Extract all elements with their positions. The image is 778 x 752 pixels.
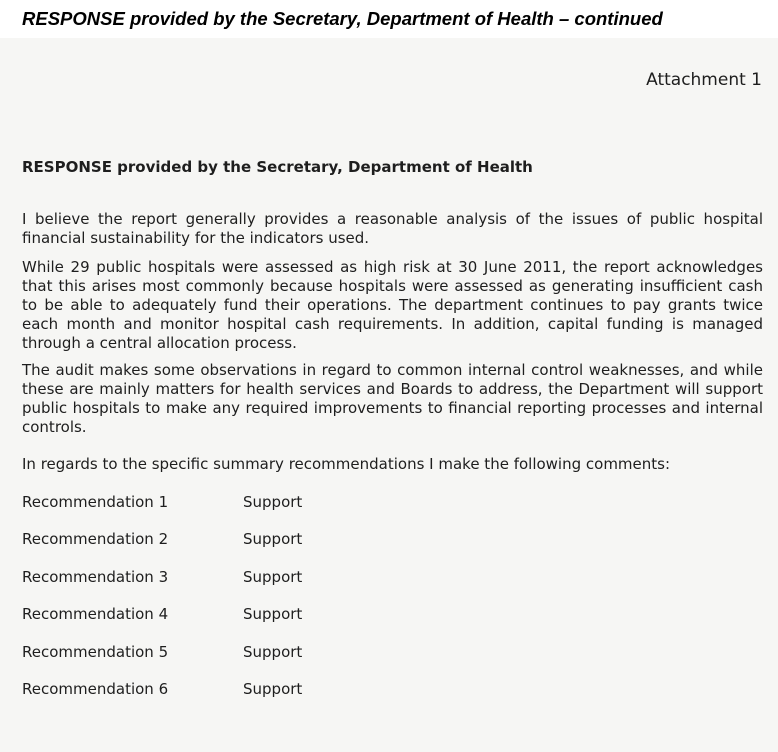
recommendation-name: Recommendation 3 (22, 568, 169, 586)
recommendations-intro: In regards to the specific summary recommendations I make the following comments: (22, 455, 671, 473)
recommendation-status: Support (243, 643, 303, 661)
recommendation-name: Recommendation 4 (22, 605, 169, 623)
attachment-label: Attachment 1 (646, 70, 762, 90)
recommendation-status: Support (243, 568, 303, 586)
recommendation-name: Recommendation 6 (22, 680, 169, 698)
recommendation-name: Recommendation 1 (22, 493, 169, 511)
recommendation-name: Recommendation 5 (22, 643, 169, 661)
page-header: RESPONSE provided by the Secretary, Department of Health – continued (22, 8, 663, 29)
recommendation-name: Recommendation 2 (22, 530, 169, 548)
letter-title: RESPONSE provided by the Secretary, Department of Health (22, 158, 533, 176)
recommendation-status: Support (243, 680, 303, 698)
scanned-letter (0, 38, 778, 752)
recommendation-status: Support (243, 605, 303, 623)
recommendation-status: Support (243, 530, 303, 548)
recommendation-status: Support (243, 493, 303, 511)
paragraph-internal-controls: The audit makes some observations in regard to common internal control weaknesses, and while these are mainly matters for health services and Boards to address, the Department will support public hospitals to make any required improvements to financial reporting processes and internal controls. (22, 361, 763, 436)
paragraph-assessment: I believe the report generally provides a reasonable analysis of the issues of public hospital financial sustainability for the indicators used. (22, 210, 763, 247)
paragraph-high-risk: While 29 public hospitals were assessed as high risk at 30 June 2011, the report acknowledges that this arises most commonly because hospitals were assessed as generating insufficient cash to be able to adequately fund their operations. The department continues to pay grants twice each month and monitor hospital cash requirements. In addition, capital funding is managed through a central allocation process. (22, 258, 763, 352)
